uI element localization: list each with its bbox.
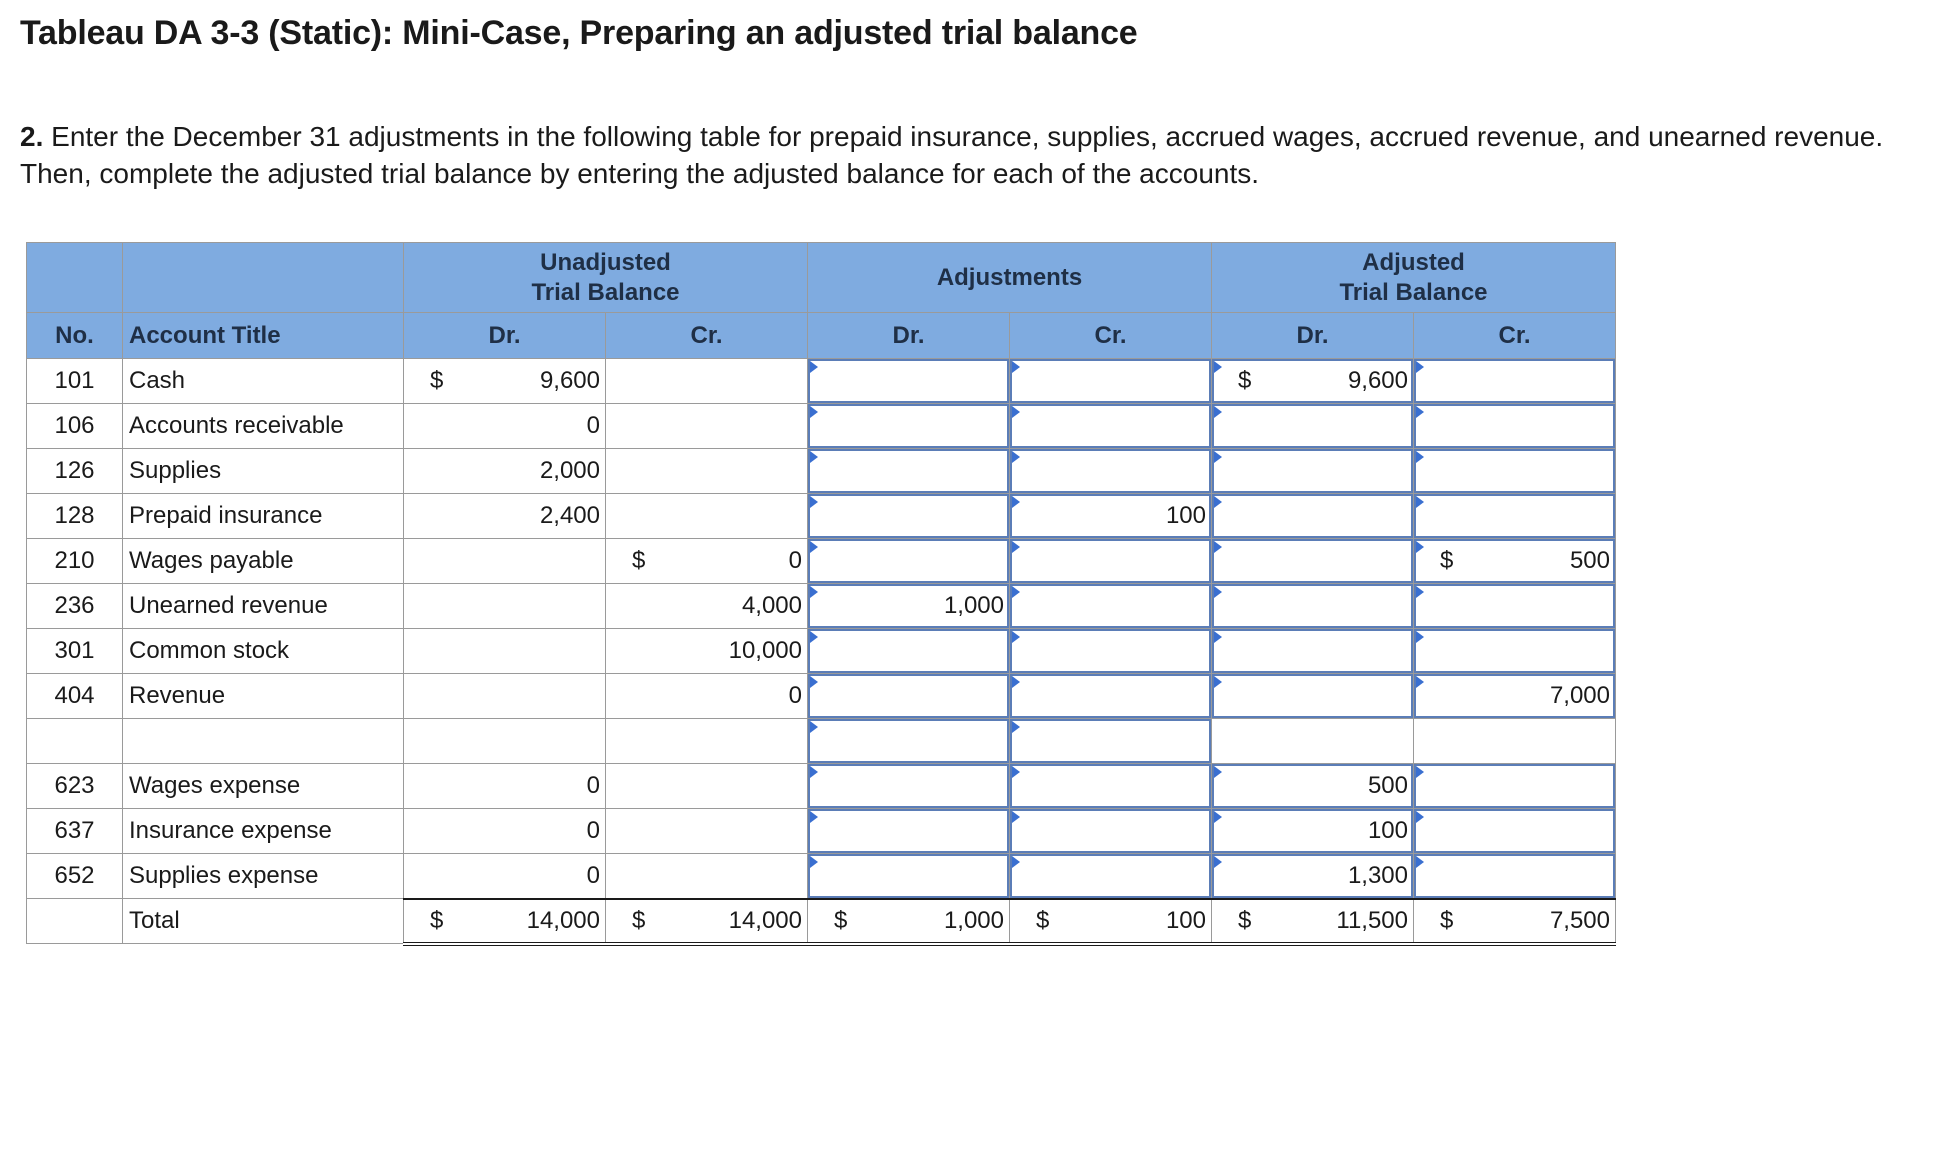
input-adjusted-dr[interactable] — [1212, 764, 1414, 809]
header-adjustments-dr: Dr. — [808, 313, 1010, 359]
table-row — [27, 719, 1616, 764]
input-adjusted-dr[interactable] — [1212, 674, 1414, 719]
header-adjustments: Adjustments — [808, 243, 1212, 313]
account-title: Revenue — [123, 674, 404, 719]
table-row — [27, 674, 1616, 719]
amount-value: 0 — [586, 772, 600, 799]
input-adjusted-dr[interactable] — [1212, 539, 1414, 584]
input-adj-cr[interactable] — [1010, 719, 1212, 764]
amount-value: 9,600 — [539, 367, 600, 394]
amount-value: 0 — [586, 412, 600, 439]
total-no-blank — [27, 899, 123, 944]
account-title: Prepaid insurance — [123, 494, 404, 539]
account-number: 637 — [27, 809, 123, 854]
amount-value: 9,600 — [1347, 367, 1408, 394]
account-title: Cash — [123, 359, 404, 404]
cell-unadj-dr — [404, 674, 606, 719]
dollar-sign: $ — [1036, 906, 1050, 934]
amount-value: 2,400 — [539, 502, 600, 529]
cell-unadj-dr — [404, 629, 606, 674]
header-no: No. — [27, 313, 123, 359]
input-adj-dr[interactable] — [808, 854, 1010, 899]
cell-unadj-cr — [606, 539, 808, 584]
account-title: Supplies expense — [123, 854, 404, 899]
table-row — [27, 764, 1616, 809]
input-adj-dr[interactable] — [808, 629, 1010, 674]
dollar-sign: $ — [430, 906, 444, 934]
input-adjusted-cr[interactable] — [1414, 854, 1616, 899]
input-adjusted-cr[interactable] — [1414, 629, 1616, 674]
input-adjusted-cr[interactable] — [1414, 584, 1616, 629]
input-adjusted-cr[interactable] — [1414, 764, 1616, 809]
account-number: 301 — [27, 629, 123, 674]
cell-unadj-dr — [404, 404, 606, 449]
input-adjusted-dr[interactable] — [1212, 809, 1414, 854]
account-title: Common stock — [123, 629, 404, 674]
header-unadjusted-trial-balance — [404, 243, 808, 313]
input-adj-cr[interactable] — [1010, 539, 1212, 584]
cell-unadj-dr — [404, 539, 606, 584]
account-number: 126 — [27, 449, 123, 494]
input-adjusted-dr[interactable] — [1212, 854, 1414, 899]
input-adjusted-cr[interactable] — [1414, 359, 1616, 404]
input-adjusted-cr[interactable] — [1414, 539, 1616, 584]
account-number: 404 — [27, 674, 123, 719]
input-adjusted-dr[interactable] — [1212, 359, 1414, 404]
cell-unadj-cr — [606, 674, 808, 719]
input-adj-dr[interactable] — [808, 764, 1010, 809]
instructions — [20, 118, 1900, 192]
total-unadj-cr — [606, 899, 808, 944]
input-adj-cr[interactable] — [1010, 359, 1212, 404]
header-adjusted-trial-balance — [1212, 243, 1616, 313]
header-unadjusted-cr: Cr. — [606, 313, 808, 359]
input-adjusted-dr[interactable] — [1212, 494, 1414, 539]
amount-value: 14,000 — [526, 906, 600, 934]
account-title: Accounts receivable — [123, 404, 404, 449]
input-adj-cr[interactable] — [1010, 449, 1212, 494]
header-adjusted-label: Adjusted Trial Balance — [1339, 248, 1488, 306]
amount-value: 10,000 — [728, 637, 802, 664]
total-adjusted-dr — [1212, 899, 1414, 944]
account-title: Wages payable — [123, 539, 404, 584]
input-adjusted-cr[interactable] — [1414, 404, 1616, 449]
header-title-blank — [123, 243, 404, 313]
amount-value: 0 — [586, 861, 600, 889]
total-adjusted-cr — [1414, 899, 1616, 944]
cell-unadj-dr — [404, 359, 606, 404]
table-row — [27, 809, 1616, 854]
dollar-sign: $ — [632, 547, 646, 574]
table-row — [27, 629, 1616, 674]
dollar-sign: $ — [1440, 906, 1454, 934]
cell-unadj-cr — [606, 854, 808, 899]
input-adj-dr[interactable] — [808, 404, 1010, 449]
account-title: Supplies — [123, 449, 404, 494]
dollar-sign: $ — [1238, 367, 1252, 394]
account-number — [27, 719, 123, 764]
dollar-sign: $ — [1440, 547, 1454, 574]
input-adj-dr[interactable] — [808, 359, 1010, 404]
cell-unadj-cr — [606, 719, 808, 764]
cell-unadj-cr — [606, 404, 808, 449]
account-number: 236 — [27, 584, 123, 629]
total-adj-dr — [808, 899, 1010, 944]
amount-value: 14,000 — [728, 906, 802, 934]
input-adj-dr[interactable] — [808, 449, 1010, 494]
input-adjusted-cr[interactable] — [1414, 449, 1616, 494]
cell-unadj-dr — [404, 584, 606, 629]
cell-unadj-cr — [606, 764, 808, 809]
adjusted-trial-balance-table — [26, 242, 1616, 946]
dollar-sign: $ — [834, 906, 848, 934]
amount-value: 4,000 — [741, 592, 802, 619]
header-unadjusted-dr: Dr. — [404, 313, 606, 359]
total-adj-cr — [1010, 899, 1212, 944]
input-adj-dr[interactable] — [808, 539, 1010, 584]
page-title: Tableau DA 3-3 (Static): Mini-Case, Preparing an adjusted trial balance — [20, 14, 1138, 52]
dollar-sign: $ — [632, 906, 646, 934]
instructions-text: Enter the December 31 adjustments in the following table for prepaid insurance, supplies, accrued wages, accrued revenue, and unearned revenue. Then, complete the adjusted trial balance by entering the adjusted balance for each of the accounts. — [20, 121, 1884, 189]
amount-value: 0 — [788, 682, 802, 709]
account-title — [123, 719, 404, 764]
amount-value: 100 — [1165, 906, 1206, 934]
account-number: 106 — [27, 404, 123, 449]
account-title: Insurance expense — [123, 809, 404, 854]
input-adj-cr[interactable] — [1010, 629, 1212, 674]
table-row — [27, 359, 1616, 404]
cell-unadj-cr — [606, 629, 808, 674]
cell-unadj-dr — [404, 494, 606, 539]
table-row — [27, 584, 1616, 629]
input-adj-cr[interactable] — [1010, 854, 1212, 899]
total-unadj-dr — [404, 899, 606, 944]
cell-unadj-cr — [606, 494, 808, 539]
table-row — [27, 494, 1616, 539]
total-row — [27, 899, 1616, 944]
amount-value: 0 — [788, 547, 802, 574]
table-row — [27, 854, 1616, 899]
input-adjusted-dr[interactable] — [1212, 404, 1414, 449]
amount-value: 2,000 — [539, 457, 600, 484]
table-row — [27, 449, 1616, 494]
input-adj-dr[interactable] — [808, 719, 1010, 764]
cell-unadj-dr — [404, 449, 606, 494]
table-row — [27, 404, 1616, 449]
account-title: Unearned revenue — [123, 584, 404, 629]
cell-unadj-dr — [404, 719, 606, 764]
total-label: Total — [123, 899, 404, 944]
input-adj-cr[interactable] — [1010, 404, 1212, 449]
account-number: 210 — [27, 539, 123, 584]
input-adj-dr[interactable] — [808, 494, 1010, 539]
cell-unadj-cr — [606, 809, 808, 854]
amount-value: 500 — [1367, 772, 1408, 799]
input-adj-cr[interactable] — [1010, 809, 1212, 854]
header-account-title: Account Title — [123, 313, 404, 359]
instructions-number: 2. — [20, 121, 44, 152]
input-adj-cr[interactable] — [1010, 674, 1212, 719]
input-adjusted-dr[interactable] — [1212, 449, 1414, 494]
dollar-sign: $ — [430, 367, 444, 394]
cell-unadj-dr — [404, 854, 606, 899]
amount-value: 11,500 — [1336, 906, 1408, 934]
account-number: 652 — [27, 854, 123, 899]
amount-value: 100 — [1367, 817, 1408, 844]
input-adjusted-cr[interactable] — [1414, 494, 1616, 539]
input-adjusted-cr[interactable] — [1414, 674, 1616, 719]
header-adjustments-cr: Cr. — [1010, 313, 1212, 359]
input-adjusted-dr[interactable] — [1212, 629, 1414, 674]
account-number: 128 — [27, 494, 123, 539]
cell-adjusted-dr — [1212, 719, 1414, 764]
input-adjusted-dr[interactable] — [1212, 584, 1414, 629]
input-adj-cr[interactable] — [1010, 764, 1212, 809]
input-adj-cr[interactable] — [1010, 584, 1212, 629]
amount-value: 0 — [586, 817, 600, 844]
cell-unadj-dr — [404, 764, 606, 809]
cell-unadj-cr — [606, 449, 808, 494]
account-number: 101 — [27, 359, 123, 404]
cell-unadj-dr — [404, 809, 606, 854]
cell-adjusted-cr — [1414, 719, 1616, 764]
amount-value: 7,500 — [1549, 906, 1610, 934]
dollar-sign: $ — [1238, 906, 1252, 934]
amount-value: 500 — [1569, 547, 1610, 574]
amount-value: 7,000 — [1549, 682, 1610, 709]
header-unadjusted-label: Unadjusted Trial Balance — [531, 248, 680, 306]
amount-value: 1,000 — [943, 592, 1004, 619]
input-adj-dr[interactable] — [808, 809, 1010, 854]
input-adj-dr[interactable] — [808, 584, 1010, 629]
account-number: 623 — [27, 764, 123, 809]
amount-value: 100 — [1165, 502, 1206, 529]
amount-value: 1,000 — [943, 906, 1004, 934]
input-adj-dr[interactable] — [808, 674, 1010, 719]
input-adj-cr[interactable] — [1010, 494, 1212, 539]
table-row — [27, 539, 1616, 584]
header-adjusted-cr: Cr. — [1414, 313, 1616, 359]
amount-value: 1,300 — [1347, 861, 1408, 889]
input-adjusted-cr[interactable] — [1414, 809, 1616, 854]
header-adjusted-dr: Dr. — [1212, 313, 1414, 359]
cell-unadj-cr — [606, 584, 808, 629]
header-no-blank — [27, 243, 123, 313]
cell-unadj-cr — [606, 359, 808, 404]
account-title: Wages expense — [123, 764, 404, 809]
